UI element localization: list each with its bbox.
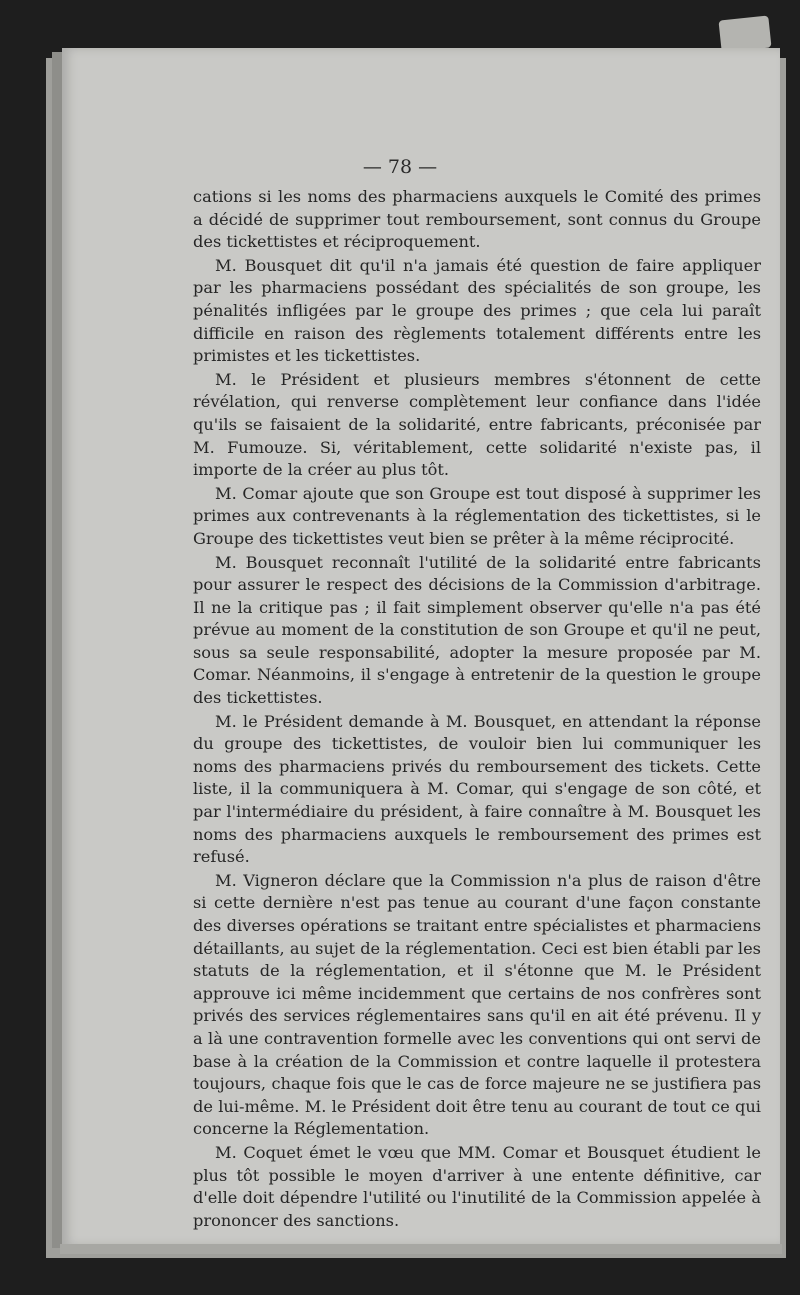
paragraph: M. Comar ajoute que son Groupe est tout disposé à supprimer les primes aux contrevenants à la réglementation des tickettistes, si le Groupe des tickettistes veut bien se prêter à la même réciprocité. — [193, 483, 761, 548]
paragraph: M. le Président demande à M. Bousquet, en attendant la réponse du groupe des tickettistes, de vouloir bien lui communiquer les noms des pharmaciens privés du remboursement des tickets. Cette liste, il la communiquera à M. Comar, qui s'engage de son côté, et par l'intermédiaire du président, à faire connaître à M. Bousquet les noms des pharmaciens auxquels le remboursement des primes est refusé. — [193, 711, 761, 867]
page-bottom-edge — [60, 1244, 782, 1254]
corner-tab — [718, 15, 771, 52]
page-number: — 78 — — [362, 156, 438, 178]
paragraph: cations si les noms des pharmaciens auxquels le Comité des primes a décidé de supprimer tout remboursement, sont connus du Groupe des tickettistes et réciproquement. — [193, 187, 761, 252]
paragraph: M. Bousquet reconnaît l'utilité de la solidarité entre fabricants pour assurer le respect des décisions de la Commission d'arbitrage. Il ne la critique pas ; il fait simplement observer qu'elle n'a pas été prévue au moment de la constitution de son Groupe et qu'il ne peut, sous sa seule responsabilité, adopter la mesure proposée par M. Comar. Néanmoins, il s'engage à entretenir de la question le groupe des tickettistes. — [193, 552, 761, 708]
paragraph: M. Bousquet dit qu'il n'a jamais été question de faire appliquer par les pharmaciens possédant des spécialités de son groupe, les pénalités infligées par le groupe des primes ; que cela lui paraît difficile en raison des règlements totalement différents entre les primistes et les tickettistes. — [193, 255, 761, 366]
body-text — [193, 186, 761, 1233]
paragraph: M. Vigneron déclare que la Commission n'a plus de raison d'être si cette dernière n'est pas tenue au courant d'une façon constante des diverses opérations se traitant entre spécialistes et pharmaciens détaillants, au sujet de la réglementation. Ceci est bien établi par les statuts de la réglementation, et il s'étonne que M. le Président approuve ici même incidemment que certains de nos confrères sont privés des services réglementaires sans qu'il en ait été prévenu. Il y a là une contravention formelle avec les conventions qui ont servi de base à la création de la Commission et contre laquelle il protestera toujours, chaque fois que le cas de force majeure ne se justifiera pas de lui-même. M. le Président doit être tenu au courant de tout ce qui concerne la Réglementation. — [193, 870, 761, 1139]
paragraph: M. Coquet émet le vœu que MM. Comar et Bousquet étudient le plus tôt possible le moyen d'arriver à une entente définitive, car d'elle doit dépendre l'utilité ou l'inutilité de la Commission appelée à prononcer des sanctions. — [193, 1142, 761, 1230]
paragraph: M. le Président et plusieurs membres s'étonnent de cette révélation, qui renverse complètement leur confiance dans l'idée qu'ils se faisaient de la solidarité, entre fabricants, préconisée par M. Fumouze. Si, véritablement, cette solidarité n'existe pas, il importe de la créer au plus tôt. — [193, 369, 761, 480]
